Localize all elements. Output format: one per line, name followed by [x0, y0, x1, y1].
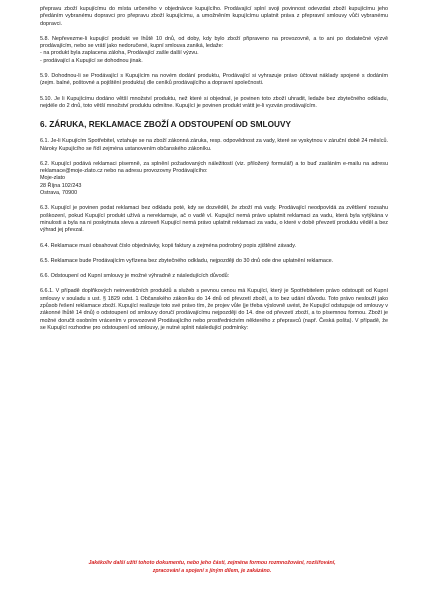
address-company: Moje-zlato	[40, 175, 66, 182]
paragraph-6-3: 6.3. Kupující je povinen podat reklamaci bez odkladu poté, kdy se dozvěděl, že zboží má vady. Prodávající neodpovídá za zvětšení rozsahu poškození, pokud Kupující produkt užívá a nereklamuje, ač o vadě ví. Kupující nemá právo uplatnit reklamaci za vadu, která byla vytýkána v minulosti a byla na ni poskytnuta sleva a zároveň Kupující nemá právo uplatnit reklamaci za vadu, o které v době převzetí produktu věděl a bez výhrad jej převzal.	[40, 205, 388, 234]
paragraph-6-2	[40, 161, 388, 197]
footer-line-2: zpracování a spojení s jiným dílem, je zakázáno.	[152, 568, 272, 574]
paragraph-5-9: 5.9. Dohodnou-li se Prodávající s Kupujícím na novém dodání produktu, Prodávající si vyhrazuje právo účtovat náklady spojené s dodáním (zejm. balné, poštovné a pojištění produktu) dle ceníků prodávajícího a dopravní společnosti.	[40, 73, 388, 87]
copyright-footer	[0, 559, 424, 575]
paragraph-5-7-continued: přepravu zboží kupujícímu do místa určeného v objednávce kupujícího. Prodávající splní svoji povinnost odevzdat zboží kupujícímu jeho předáním vybranému dopravci pro přepravu zboží kupujícímu, a umožněním kupujícímu uplatnit práva z přepravní smlouvy vůči vybranému dopravci.	[40, 6, 388, 27]
paragraph-6-5: 6.5. Reklamace bude Prodávajícím vyřízena bez zbytečného odkladu, nejpozději do 30 dnů ode dne uplatnění reklamace.	[40, 257, 334, 264]
address-street: 28 Října 102/243	[40, 182, 82, 189]
section-6-heading: 6. ZÁRUKA, REKLAMACE ZBOŽÍ A ODSTOUPENÍ OD SMLOUVY	[40, 120, 292, 130]
paragraph-6-1: 6.1. Je-li Kupujícím Spotřebitel, vztahuje se na zboží zákonná záruka, resp. odpovědnost za vady, které se vyskytnou v záruční době 24 měsíců. Nároky Kupujícího se řídí zejména ustanovením občanského zákoníku.	[40, 138, 388, 152]
address-city: Ostrava, 70900	[40, 190, 78, 197]
paragraph-5-8-main: 5.8. Nepřevezme-li kupující produkt ve lhůtě 10 dnů, od doby, kdy bylo zboží připraveno na provozovně, a to ani po dodatečné výzvě prodávajícím, nebo se vrátí jako nedoručené, kupní smlouva zaniká, ledaže:	[40, 35, 388, 50]
paragraph-5-8	[40, 36, 388, 65]
paragraph-6-6: 6.6. Odstoupení od Kupní smlouvy je možné výhradně z následujících důvodů:	[40, 273, 230, 280]
paragraph-6-4: 6.4. Reklamace musí obsahovat číslo objednávky, kopii faktury a zejména podrobný popis zjištěné závady.	[40, 242, 297, 249]
paragraph-5-10: 5.10. Je li Kupujícímu dodáno větší množství produktu, než které si objednal, je povinen toto zboží uhradit, ledaže bez zbytečného odkladu, nejdéle do 2 dnů, toto větší množství produktu odmítne. Kupující je povinen produkt vrátit je-li vyzván prodávajícím.	[40, 95, 388, 109]
paragraph-6-2-main: 6.2. Kupující podává reklamaci písemně, za splnění požadovaných náležitostí (viz. přiložený formulář) a to buď zasláním e-mailu na adresu reklamace@moje-zlato.cz nebo na adresu provozovny Prodávajícího:	[40, 160, 388, 175]
paragraph-6-6-1: 6.6.1. V případě doplňkových neinvestičních produktů a služeb s pevnou cenou má Kupující, který je Spotřebitelem právo odstoupit od Kupní smlouvy v souladu s ust. § 1829 odst. 1 Občanského zákoníku do 14 dnů od převzetí zboží, a to bez udání důvodu. Toto právo neslouží jako způsob řešení reklamace zboží. Kupující realizuje toto své právo tím, že projev vůle (je třeba výslovně uvést, že Kupující odstupuje od smlouvy v zákonné lhůtě 14 dnů) o odstoupení od smlouvy doručí prodávajícímu nejpozději do 14. dne od převzetí zboží, a to písemnou formou. Zboží je možné doručit osobním vrácením v provozovně Prodávajícího nebo prostřednictvím některého z přepravců (např. Česká pošta). V případě, že se Kupující rozhodne pro odstoupení od smlouvy, je nutné splnit následující podmínky:	[40, 288, 388, 331]
paragraph-5-8-item-2: - prodávající a Kupující se dohodnou jinak.	[40, 57, 143, 64]
paragraph-5-8-item-1: - na produkt byla zaplacena záloha, Prodávající zašle další výzvu.	[40, 50, 199, 57]
footer-line-1: Jakékoliv další užití tohoto dokumentu, nebo jeho části, zejména formou rozmnožování, rozšiřování,	[88, 560, 336, 566]
